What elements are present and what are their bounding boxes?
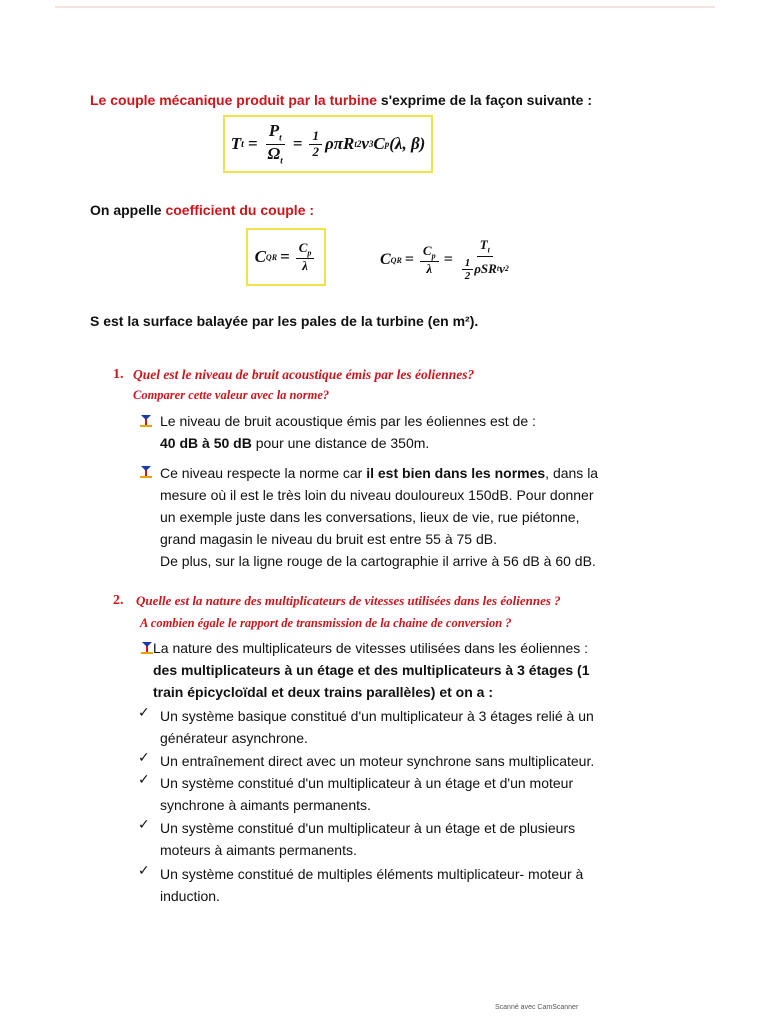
question-2-line2: A combien égale le rapport de transmission de la chaine de conversion ? xyxy=(140,616,512,630)
arrow-down-icon xyxy=(139,465,153,479)
answer-2-item-4-line1: Un système constitué d'un multiplicateur à un étage et de plusieurs xyxy=(160,820,576,836)
f3-half-den: 2 xyxy=(464,269,471,282)
f1-frac-half xyxy=(309,129,322,159)
torque-coefficient-expanded xyxy=(380,230,530,290)
answer-2-item-4 xyxy=(160,817,680,861)
f1-num: P xyxy=(268,121,280,141)
coeff-prefix: On appelle xyxy=(90,202,166,218)
f2-den: λ xyxy=(302,258,308,274)
f2-frac xyxy=(296,241,315,274)
f1-eq2: = xyxy=(292,134,303,153)
answer-2-item-2 xyxy=(160,750,680,772)
intro-sentence xyxy=(90,92,690,108)
answer-2-item-5-line1: Un système constitué de multiples éléments multiplicateur- moteur à xyxy=(160,866,584,882)
answer-1-p2-line4: grand magasin le niveau du bruit est entre 55 à 75 dB. xyxy=(160,531,497,547)
answer-1-p2-a: Ce niveau respecte la norme car xyxy=(160,465,367,481)
f1-lhs: T xyxy=(230,134,242,153)
check-icon: ✓ xyxy=(138,862,150,878)
intro-rest: s'exprime de la façon suivante : xyxy=(377,92,593,108)
check-icon: ✓ xyxy=(138,749,150,765)
answer-1-p2-bold: il est bien dans les normes xyxy=(366,465,546,481)
answer-2-intro xyxy=(153,637,673,703)
f1-half-den: 2 xyxy=(312,143,319,159)
check-icon: ✓ xyxy=(138,771,150,787)
f1-den: Ω xyxy=(267,143,281,163)
f3-den-rest-sub: t xyxy=(496,263,500,273)
f1-num-sub: t xyxy=(279,132,282,143)
f3-half xyxy=(462,257,474,282)
answer-2-item-4-line2: moteurs à aimants permanents. xyxy=(160,842,357,858)
f3-den-v-sup: 2 xyxy=(504,263,509,273)
f2-num: C xyxy=(298,239,308,255)
f3-half-num: 1 xyxy=(462,257,474,270)
answer-2-item-1 xyxy=(160,705,680,749)
surface-definition: S est la surface balayée par les pales de la turbine (en m²). xyxy=(90,313,479,329)
answer-2-item-3-line1: Un système constitué d'un multiplicateur à un étage et d'un moteur xyxy=(160,775,574,791)
answer-2-item-2-line1: Un entraînement direct avec un moteur synchrone sans multiplicateur. xyxy=(160,753,595,769)
f3-eq: = xyxy=(404,251,414,268)
scan-top-edge xyxy=(55,6,715,8)
answer-1-p1-bold: 40 dB à 50 dB xyxy=(160,435,252,451)
f3-num: C xyxy=(422,242,432,258)
answer-2-item-5-line2: induction. xyxy=(160,888,220,904)
f1-half-num: 1 xyxy=(309,129,322,144)
answer-2-intro-line1: La nature des multiplicateurs de vitesses utilisées dans les éoliennes : xyxy=(153,640,589,656)
f1-lhs-sub: t xyxy=(241,138,244,150)
arrow-down-icon xyxy=(139,414,153,428)
question-2-number: 2. xyxy=(113,593,124,608)
scanner-watermark: Scanné avec CamScanner xyxy=(495,1004,579,1011)
f3-eq2: = xyxy=(443,251,453,268)
answer-1-p2-line3: un exemple juste dans les conversations, lieux de vie, rue piétonne, xyxy=(160,509,580,525)
answer-2-item-3 xyxy=(160,772,680,816)
f1-tail3: C xyxy=(373,134,385,153)
answer-2-item-3-line2: synchrone à aimants permanents. xyxy=(160,797,371,813)
coefficient-sentence xyxy=(90,202,314,218)
answer-2-intro-line2: des multiplicateurs à un étage et des multiplicateurs à 3 étages (1 xyxy=(153,662,590,678)
f2-lhs-sub: QR xyxy=(265,252,278,262)
answer-2-item-5 xyxy=(160,863,680,907)
f3-num2: T xyxy=(479,237,488,253)
f1-tail3-sub: p xyxy=(384,139,390,149)
f1-frac-power xyxy=(265,122,286,166)
f3-lhs-sub: QR xyxy=(390,255,402,265)
torque-coefficient-box xyxy=(246,228,326,286)
f3-frac2 xyxy=(458,238,512,282)
f3-den-rest: ρSR xyxy=(474,261,497,277)
answer-1-p1-rest: pour une distance de 350m. xyxy=(251,435,430,451)
f1-tail2: v xyxy=(361,134,369,153)
answer-2-item-1-line2: générateur asynchrone. xyxy=(160,730,308,746)
intro-highlight: Le couple mécanique produit par la turbine xyxy=(90,92,378,108)
question-1-line1: Quel est le niveau de bruit acoustique émis par les éoliennes? xyxy=(133,367,475,382)
f3-num-sub: p xyxy=(431,251,436,261)
torque-formula-box xyxy=(223,115,433,173)
f3-den-v: v xyxy=(499,261,505,277)
f1-tail-sup: 2 xyxy=(356,139,362,149)
coeff-highlight: coefficient du couple : xyxy=(165,202,315,218)
f1-tail2-sup: 3 xyxy=(368,139,374,149)
f1-eq: = xyxy=(247,134,258,153)
f2-num-sub: p xyxy=(307,248,312,258)
answer-1-paragraph-1 xyxy=(160,410,680,454)
f1-tail4: (λ, β) xyxy=(389,134,426,153)
answer-1-p1-line1: Le niveau de bruit acoustique émis par les éoliennes est de : xyxy=(160,413,536,429)
arrow-down-icon xyxy=(140,641,154,655)
check-icon: ✓ xyxy=(138,816,150,832)
f2-lhs: C xyxy=(254,247,266,266)
f3-lhs: C xyxy=(380,251,391,268)
answer-1-paragraph-2 xyxy=(160,462,680,572)
f3-num2-sub: t xyxy=(487,245,490,255)
answer-1-p2-line2: mesure où il est le très loin du niveau douloureux 150dB. Pour donner xyxy=(160,487,594,503)
answer-2-intro-line3: train épicycloïdal et deux trains parallèles) et on a : xyxy=(153,684,493,700)
question-2-line1: Quelle est la nature des multiplicateurs de vitesses utilisées dans les éoliennes ? xyxy=(136,593,561,608)
f3-den: λ xyxy=(426,261,433,277)
f3-frac1 xyxy=(420,244,439,277)
f2-eq: = xyxy=(280,247,290,266)
f1-tail-sub: t xyxy=(354,139,357,149)
question-1-line2: Comparer cette valeur avec la norme? xyxy=(133,388,330,402)
check-icon: ✓ xyxy=(138,704,150,720)
f1-den-sub: t xyxy=(280,154,283,165)
question-1-number: 1. xyxy=(113,367,124,382)
answer-2-item-1-line1: Un système basique constitué d'un multiplicateur à 3 étages relié à un xyxy=(160,708,594,724)
answer-1-p2-line5: De plus, sur la ligne rouge de la cartographie il arrive à 56 dB à 60 dB. xyxy=(160,553,596,569)
answer-1-p2-c: , dans la xyxy=(545,465,599,481)
f1-tail: ρπR xyxy=(324,134,355,153)
